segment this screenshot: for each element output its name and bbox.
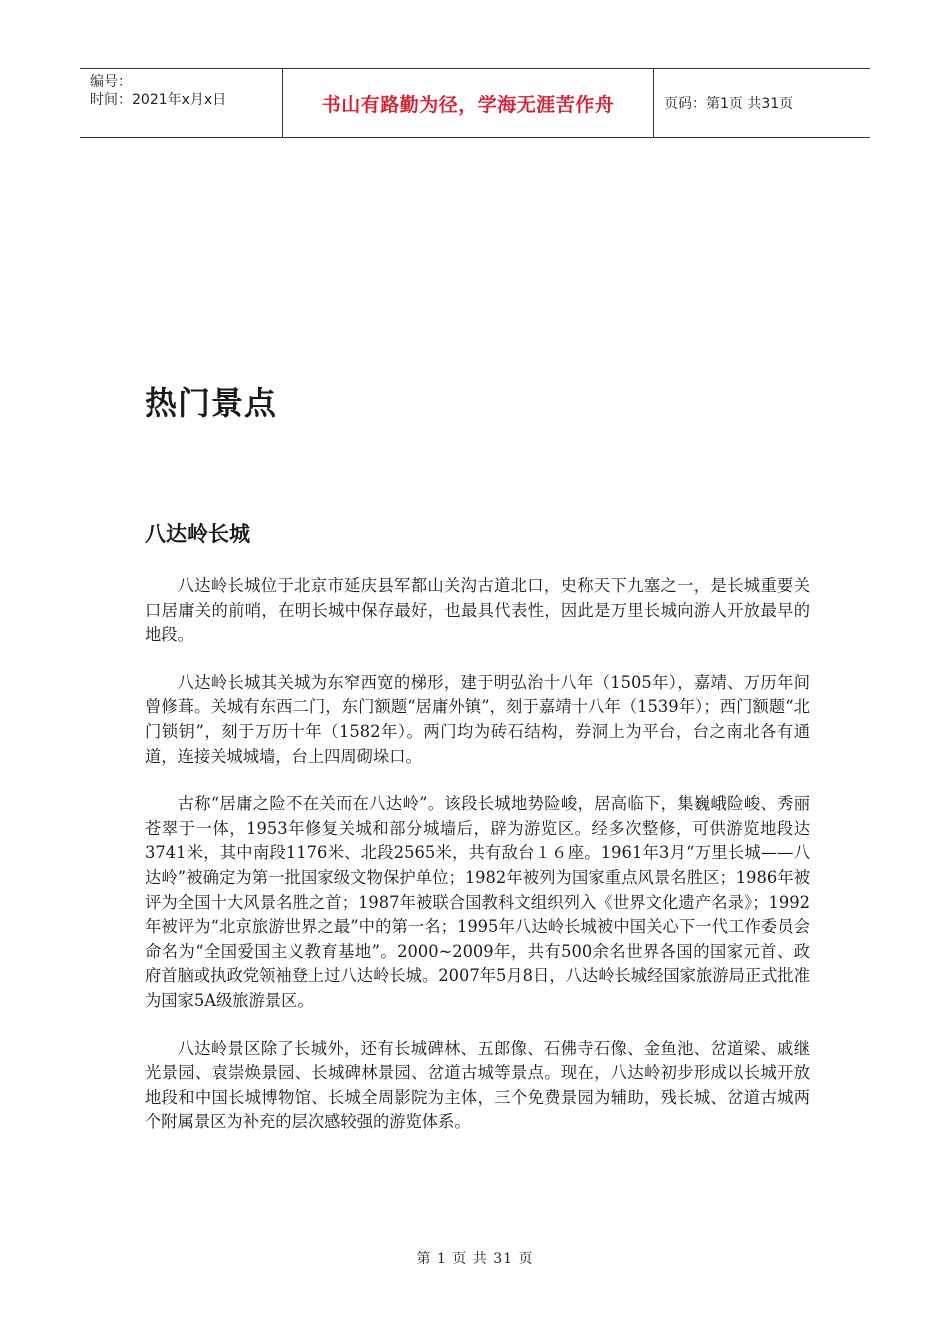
page-title: 热门景点 bbox=[145, 384, 278, 422]
number-label: 编号： bbox=[90, 74, 132, 90]
section-title: 八达岭长城 bbox=[145, 522, 250, 546]
article-body bbox=[145, 574, 810, 1158]
paragraph: 古称“居庸之险不在关而在八达岭”。该段长城地势险峻，居高临下，集巍峨险峻、秀丽苍翠于一体，1953年修复关城和部分城墙后，辟为游览区。经多次整修，可供游览地段达3741米，其中南段1176米、北段2565米，共有敌台１６座。1961年3月“万里长城——八达岭”被确定为第一批国家级文物保护单位；1982年被列为国家重点风景名胜区；1986年被评为全国十大风景名胜之首；1987年被联合国教科文组织列入《世界文化遗产名录》；1992年被评为“北京旅游世界之最”中的第一名；1995年八达岭长城被中国关心下一代工作委员会命名为“全国爱国主义教育基地”。2000~2009年，共有500余名世界各国的国家元首、政府首脑或执政党领袖登上过八达岭长城。2007年5月8日，八达岭长城经国家旅游局正式批准为国家5A级旅游景区。 bbox=[145, 794, 810, 1010]
header-motto: 书山有路勤为径，学海无涯苦作舟 bbox=[321, 93, 615, 116]
document-header bbox=[80, 68, 870, 138]
header-page-code: 页码：第1页 共31页 bbox=[664, 96, 794, 112]
header-page-code-cell bbox=[654, 69, 870, 137]
page-footer: 第 1 页 共 31 页 bbox=[416, 1251, 534, 1267]
paragraph: 八达岭景区除了长城外，还有长城碑林、五郎像、石佛寺石像、金鱼池、岔道梁、戚继光景园、袁崇焕景园、长城碑林景园、岔道古城等景点。现在，八达岭初步形成以长城开放地段和中国长城博物馆、长城全周影院为主体，三个免费景园为辅助，残长城、岔道古城两个附属景区为补充的层次感较强的游览体系。 bbox=[145, 1038, 810, 1132]
header-motto-cell bbox=[282, 69, 654, 137]
header-info bbox=[80, 69, 282, 137]
paragraph: 八达岭长城位于北京市延庆县军都山关沟古道北口，史称天下九塞之一，是长城重要关口居庸关的前哨，在明长城中保存最好，也最具代表性，因此是万里长城向游人开放最早的地段。 bbox=[145, 576, 810, 645]
date-label: 时间：2021年x月x日 bbox=[90, 92, 227, 108]
paragraph: 八达岭长城其关城为东窄西宽的梯形，建于明弘治十八年（1505年），嘉靖、万历年间曾修葺。关城有东西二门，东门额题“居庸外镇”，刻于嘉靖十八年（1539年）；西门额题“北门锁钥”，刻于万历十年（1582年）。两门均为砖石结构，券洞上为平台，台之南北各有通道，连接关城城墙，台上四周砌垛口。 bbox=[145, 672, 810, 766]
